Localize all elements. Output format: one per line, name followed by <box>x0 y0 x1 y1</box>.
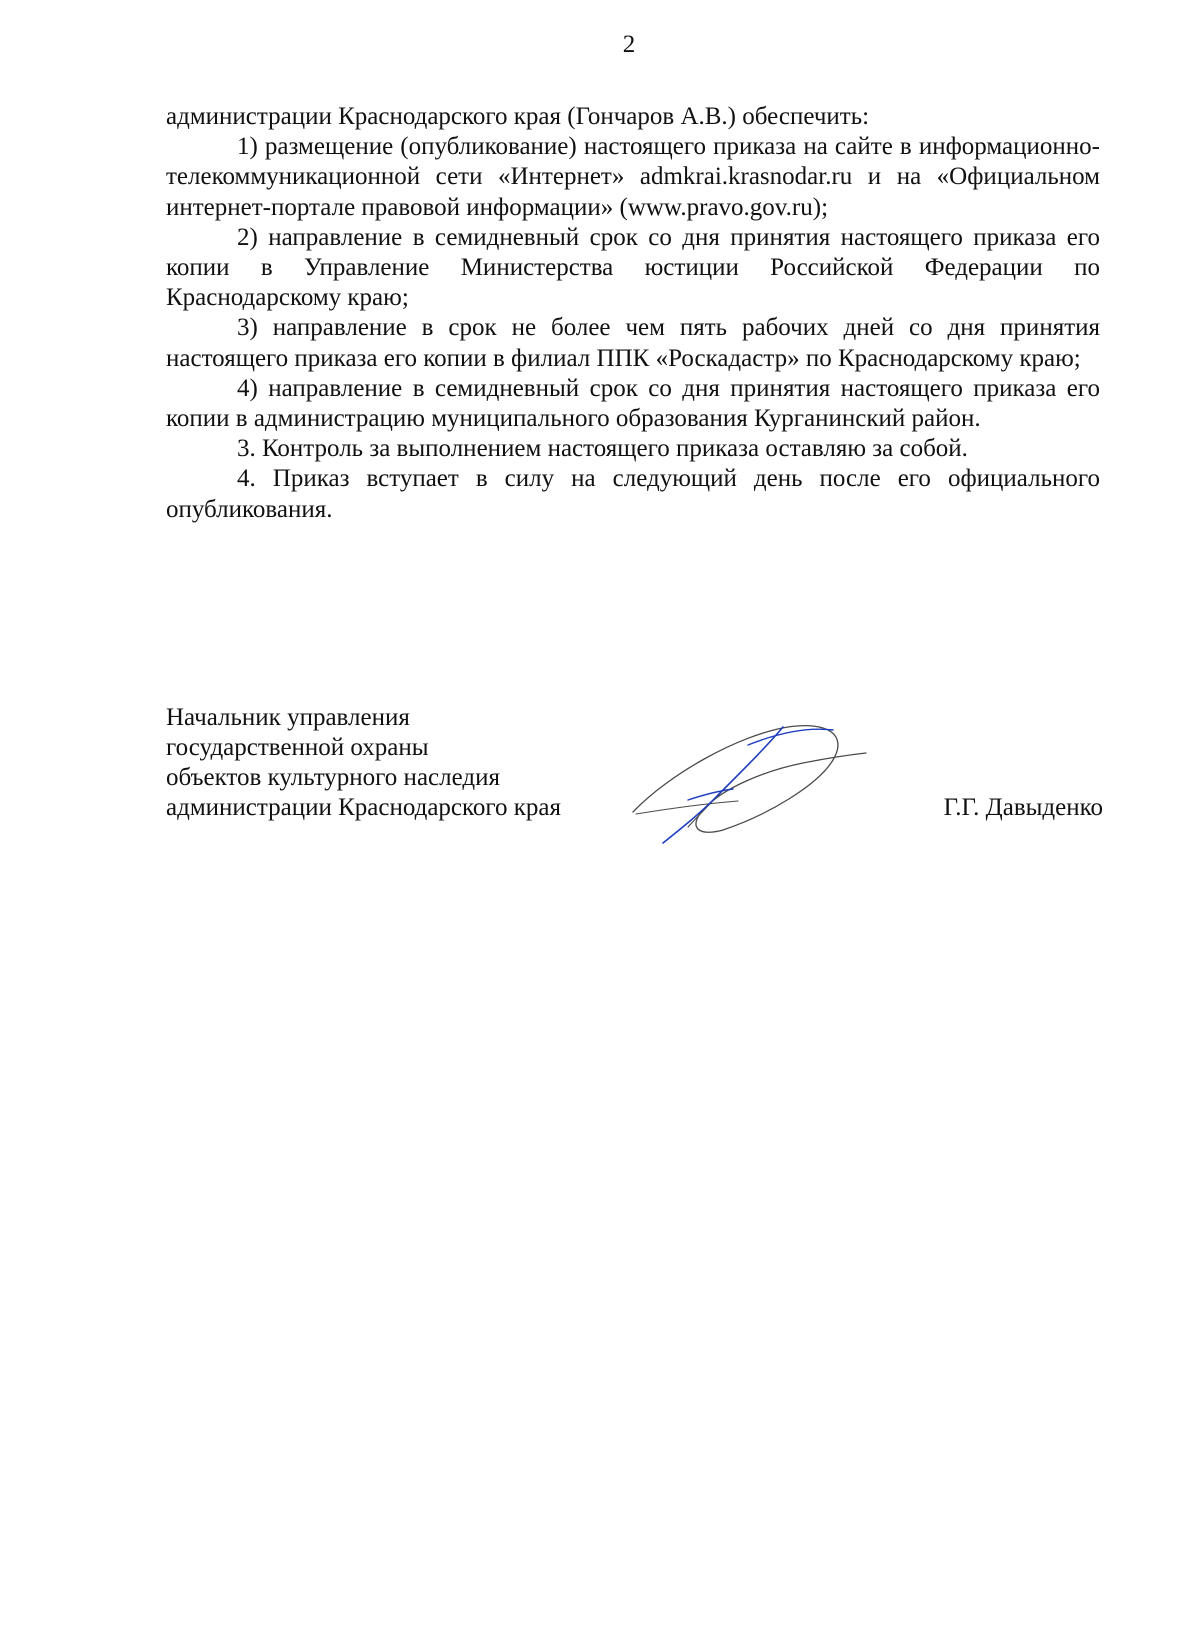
paragraph-clause-3: 3. Контроль за выполнением настоящего приказа оставляю за собой. <box>237 435 968 463</box>
paragraph-item-1: 1) размещение (опубликование) настоящего приказа на сайте в информационно-телекоммуникационной сети «Интернет» admkrai.krasnodar.ru и на «Официальном интернет-портале правовой информации» (www.pravo.gov.ru); <box>166 133 1100 221</box>
handwritten-signature <box>628 715 878 855</box>
signer-name: Г.Г. Давыденко <box>943 794 1103 821</box>
paragraph-item-4: 4) направление в семидневный срок со дня принятия настоящего приказа его копии в администрацию муниципального образования Курганинский район. <box>166 374 1100 433</box>
signer-title-line: Начальник управления <box>166 704 410 731</box>
signer-title-line: государственной охраны <box>166 734 429 761</box>
signature-stroke-pencil <box>633 726 866 833</box>
page-number: 2 <box>622 31 636 58</box>
paragraph-clause-4: 4. Приказ вступает в силу на следующий день после его официального опубликования. <box>166 465 1100 523</box>
paragraph-intro: администрации Краснодарского края (Гончаров А.В.) обеспечить: <box>166 103 870 130</box>
signature-stroke-ink <box>663 727 783 843</box>
signature-stroke-ink <box>688 789 733 800</box>
signature-stroke-pencil <box>636 801 738 814</box>
paragraph-item-2: 2) направление в семидневный срок со дня принятия настоящего приказа его копии в Управление Министерства юстиции Российской Федерации по Краснодарскому краю; <box>166 223 1100 312</box>
signer-title-line: объектов культурного наследия <box>166 764 500 791</box>
signer-title-block <box>166 703 561 823</box>
signature-stroke-ink <box>748 729 833 745</box>
paragraph-item-3: 3) направление в срок не более чем пять рабочих дней со дня принятия настоящего приказа его копии в филиал ППК «Роскадастр» по Краснодарскому краю; <box>166 314 1100 372</box>
document-body <box>166 102 1100 525</box>
signer-title-line: администрации Краснодарского края <box>166 794 562 821</box>
